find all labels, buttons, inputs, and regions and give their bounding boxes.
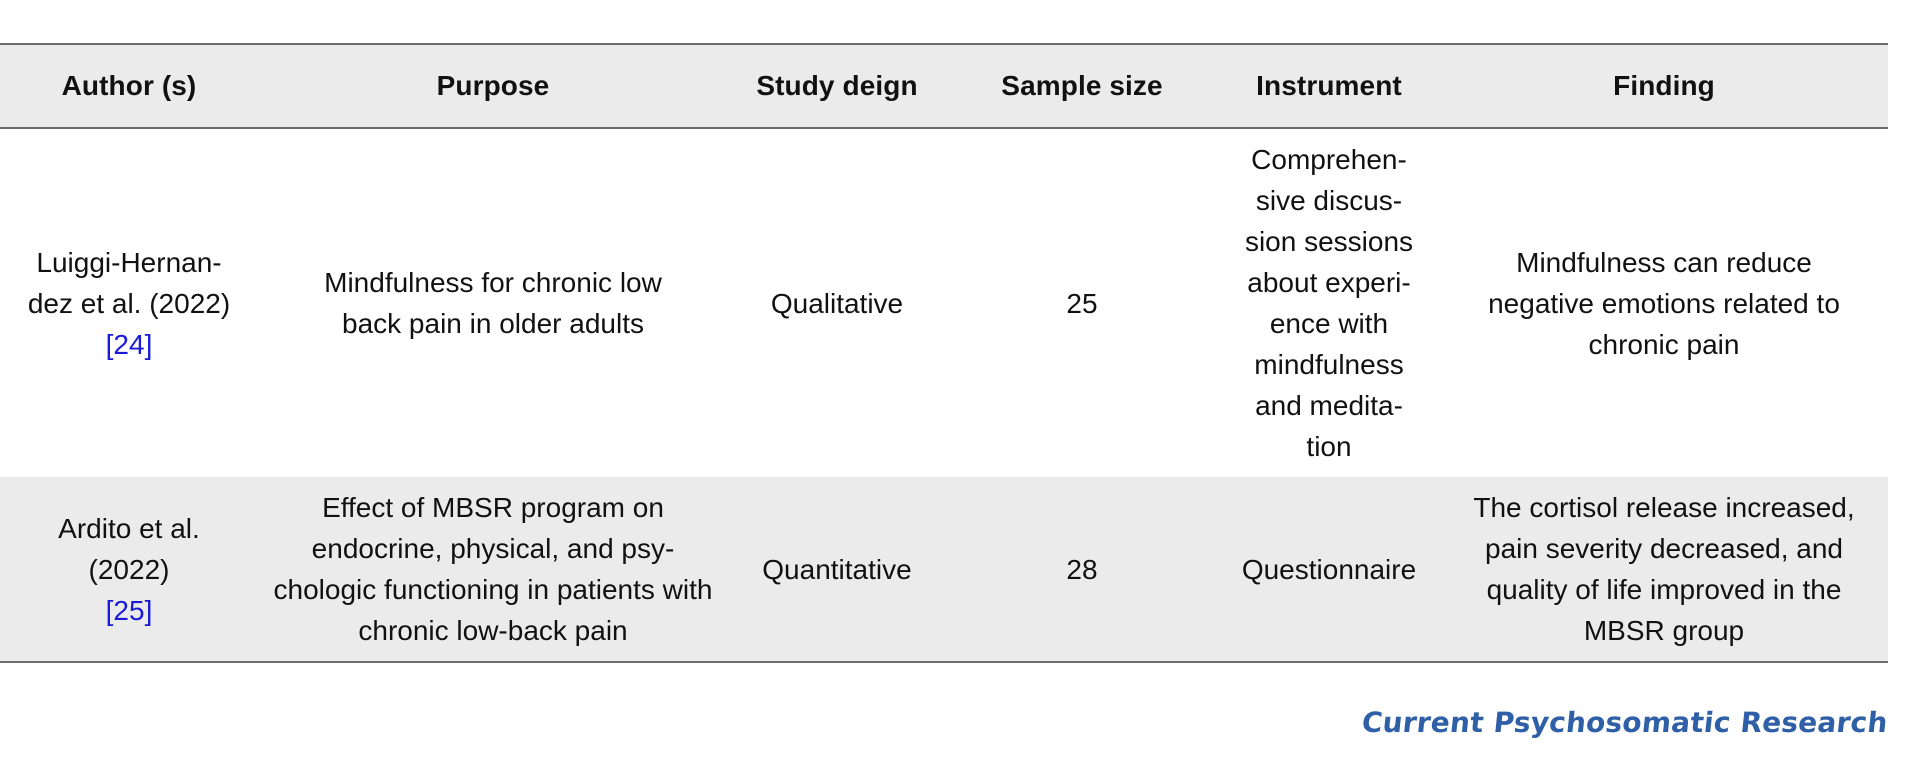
header-sample-size: Sample size <box>1001 70 1163 101</box>
cell-instrument: Comprehen-sive discus-sion sessions about experi-ence with mindfulness and medita-tion <box>1244 144 1414 462</box>
cell-purpose: Effect of MBSR program on endocrine, physical, and psy-chologic functioning in patients with chronic low-back pain <box>273 492 713 646</box>
header-study-design: Study deign <box>756 70 918 101</box>
cell-finding: Mindfulness can reduce negative emotions related to chronic pain <box>1488 246 1840 360</box>
header-finding: Finding <box>1613 70 1715 101</box>
cell-study-design: Qualitative <box>770 287 904 319</box>
literature-table-wrapper <box>0 43 1888 663</box>
table-row <box>0 477 1888 662</box>
literature-table <box>0 43 1888 663</box>
journal-logo: Current Psychosomatic Research <box>1360 706 1890 739</box>
cell-finding: The cortisol release increased, pain severity decreased, and quality of life improved in the MBSR group <box>1473 492 1855 646</box>
table-header-row <box>0 44 1888 128</box>
citation-link[interactable]: [25] <box>105 594 153 626</box>
header-author: Author (s) <box>61 70 197 101</box>
header-instrument: Instrument <box>1256 70 1402 101</box>
cell-purpose: Mindfulness for chronic low back pain in older adults <box>324 267 662 339</box>
cell-author <box>0 477 258 662</box>
citation-link[interactable]: [24] <box>105 328 153 360</box>
table-row <box>0 128 1888 477</box>
author-name: Ardito et al. (2022) <box>58 512 200 585</box>
cell-study-design: Quantitative <box>762 553 912 585</box>
cell-sample-size: 28 <box>1066 553 1098 585</box>
cell-instrument: Questionnaire <box>1241 553 1417 585</box>
cell-sample-size: 25 <box>1066 287 1098 319</box>
author-name: Luiggi-Hernan-dez et al. (2022) <box>27 246 231 319</box>
cell-author <box>0 128 258 477</box>
header-purpose: Purpose <box>436 70 550 101</box>
